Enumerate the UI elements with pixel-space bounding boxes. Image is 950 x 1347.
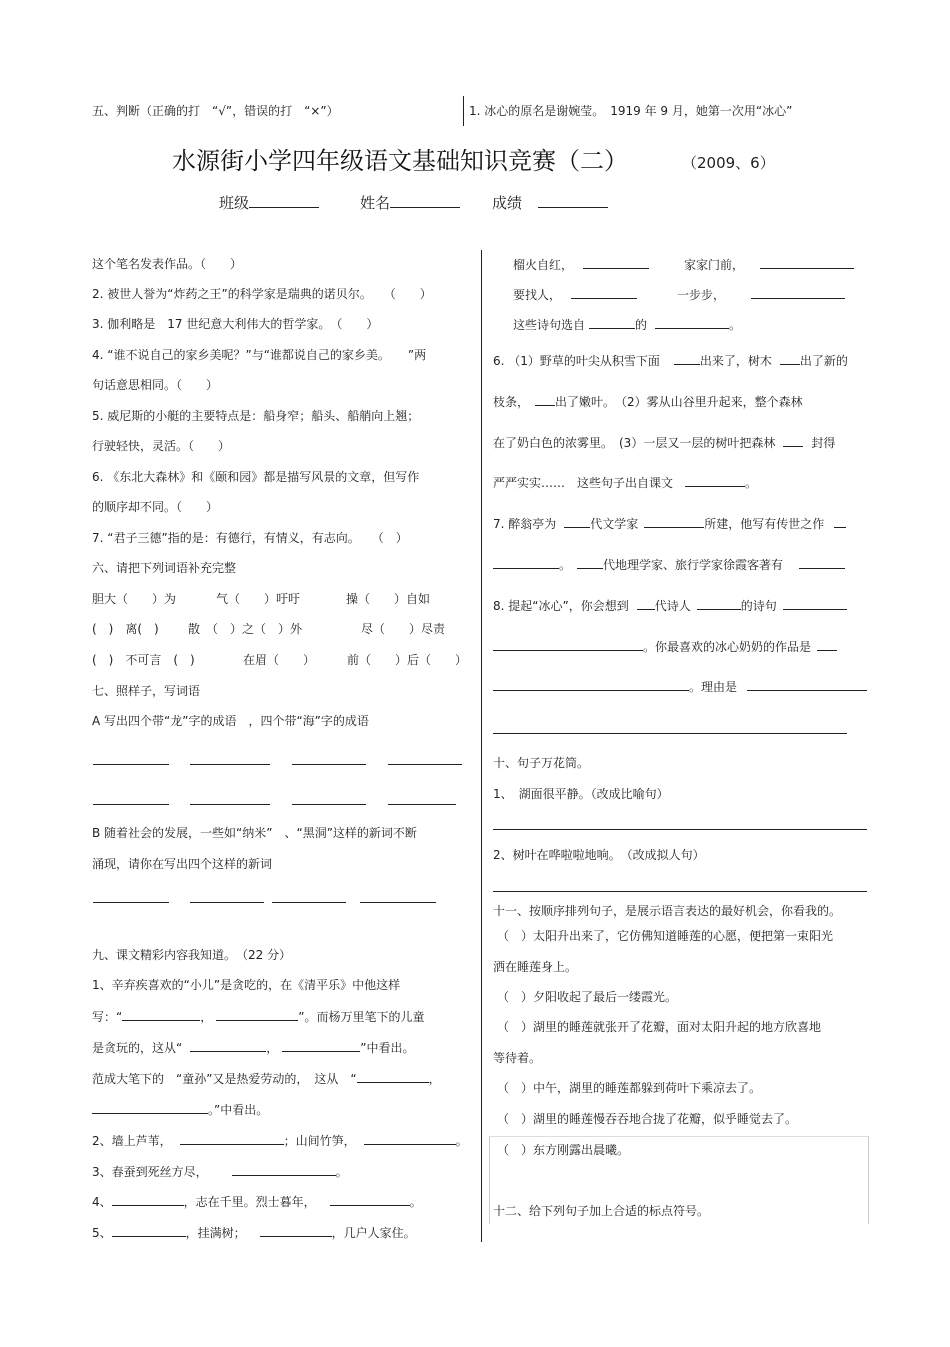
- idiom-3[interactable]: 操（ ）自如: [346, 592, 431, 606]
- poem-line-3: 要找人，: [513, 286, 637, 303]
- class-label: 班级: [219, 194, 250, 212]
- sentence-1-line1[interactable]: （ ）太阳升出来了，它仿佛知道睡莲的心愿，便把第一束阳光: [497, 929, 834, 943]
- name-label: 姓名: [360, 194, 391, 212]
- section-9-q2: 2、墙上芦苇， ；山间竹笋， 。: [92, 1134, 468, 1148]
- answer-line[interactable]: [93, 804, 169, 805]
- q8-line2: 。你最喜欢的冰心奶奶的作品是: [493, 638, 837, 655]
- answer-line[interactable]: [360, 902, 436, 903]
- box-right-border: [868, 1136, 869, 1224]
- answer-line[interactable]: [93, 902, 169, 903]
- answer-line[interactable]: [190, 764, 270, 765]
- header-divider: [463, 96, 464, 126]
- section-10-q1: 1、 湖面很平静。（改成比喻句）: [493, 787, 669, 801]
- name-blank[interactable]: [390, 195, 460, 208]
- poem-line-2: 家家门前，: [684, 256, 854, 273]
- section-7-heading: 七、照样子，写词语: [92, 684, 201, 698]
- idiom-7[interactable]: ( ) 不可言 ( ): [92, 653, 195, 667]
- judge-q5-line2: 行驶轻快，灵活。（ ）: [92, 439, 231, 453]
- class-field: [219, 193, 319, 213]
- sentence-6[interactable]: （ ）东方刚露出晨曦。: [497, 1143, 630, 1157]
- box-top-border: [489, 1136, 868, 1137]
- q6-line2: 枝条， 出了嫩叶。 （2）雾从山谷里升起来，整个森林: [493, 395, 803, 409]
- score-blank[interactable]: [538, 195, 608, 208]
- q6-line1: 6. （1）野草的叶尖从积雪下面 出来了，树木 出了新的: [493, 354, 848, 368]
- section-12-heading: 十二、给下列句子加上合适的标点符号。: [493, 1204, 710, 1218]
- answer-line[interactable]: [190, 804, 270, 805]
- section-9-heading: 九、课文精彩内容我知道。 （22 分）: [92, 948, 292, 962]
- answer-line[interactable]: [190, 902, 264, 903]
- judge-q4-line1: 4. “谁不说自己的家乡美呢？”与“谁都说自己的家乡美。 ”两: [92, 348, 427, 362]
- judge-instruction: 五、判断（正确的打 “√”，错误的打 “×”）: [92, 104, 339, 118]
- sentence-2[interactable]: （ ）夕阳收起了最后一缕霞光。: [497, 990, 678, 1004]
- idiom-9[interactable]: 前（ ）后（ ）: [347, 653, 468, 667]
- section-7-b-line1: B 随着社会的发展，一些如“纳米” 、“黑洞”这样的新词不断: [92, 826, 417, 840]
- answer-line[interactable]: [493, 891, 867, 892]
- section-9-q1-line2: 写：“ ， ”。而杨万里笔下的儿童: [92, 1010, 425, 1024]
- section-9-q1-line4: 范成大笔下的 “童孙”又是热爱劳动的， 这从 “ ，: [92, 1072, 441, 1086]
- sentence-5[interactable]: （ ）湖里的睡莲慢吞吞地合拢了花瓣，似乎睡觉去了。: [497, 1112, 798, 1126]
- answer-line[interactable]: [292, 804, 366, 805]
- idiom-4[interactable]: ( ) 离( ): [92, 622, 159, 636]
- section-9-q3: 3、春蚕到死丝方尽， 。: [92, 1165, 348, 1179]
- q8-line1: 8. 提起“冰心”，你会想到 代诗人 的诗句: [493, 597, 847, 614]
- idiom-6[interactable]: 尽（ ）尽责: [361, 622, 446, 636]
- section-10-q2: 2、树叶在哗啦啦地响。 （改成拟人句）: [493, 848, 705, 862]
- name-field: [360, 193, 460, 213]
- idiom-8[interactable]: 在眉（ ）: [243, 653, 316, 667]
- section-11-heading: 十一、按顺序排列句子，是展示语言表达的最好机会，你看我的。: [493, 904, 842, 918]
- section-7-a: A 写出四个带“龙”字的成语 ，四个带“海”字的成语: [92, 714, 369, 728]
- q6-line3: 在了奶白色的浓雾里。 (3）一层又一层的树叶把森林 封得: [493, 436, 836, 450]
- sentence-3-line2: 等待着。: [493, 1051, 542, 1065]
- section-6-heading: 六、请把下列词语补充完整: [92, 561, 237, 575]
- judge-q5-line1: 5. 威尼斯的小艇的主要特点是：船身窄；船头、船艄向上翘；: [92, 409, 420, 423]
- class-blank[interactable]: [249, 195, 319, 208]
- judge-q6-line2: 的顺序却不同。（ ）: [92, 500, 219, 514]
- judge-q7: 7. “君子三德”指的是：有德行，有情义，有志向。 （ ）: [92, 531, 408, 545]
- judge-q4-line2: 句话意思相同。（ ）: [92, 378, 219, 392]
- answer-line[interactable]: [93, 764, 169, 765]
- section-10-heading: 十、句子万花筒。: [493, 756, 590, 770]
- q8-line3: 。理由是: [493, 678, 867, 695]
- idiom-1[interactable]: 胆大（ ）为: [92, 592, 177, 606]
- idiom-5[interactable]: 散 （ ）之（ ）外: [188, 622, 303, 636]
- q7-line1: 7. 醉翁亭为 代文学家 所建，他写有传世之作: [493, 515, 846, 532]
- judge-q1-cont: 这个笔名发表作品。（ ）: [92, 257, 243, 271]
- sentence-1-line2: 洒在睡莲身上。: [493, 960, 578, 974]
- section-9-q4: 4、 ，志在千里。烈士暮年， 。: [92, 1195, 422, 1209]
- answer-line[interactable]: [388, 764, 462, 765]
- section-9-q1-line3: 是贪玩的，这从“ ， ”中看出。: [92, 1041, 415, 1055]
- page-title: 水源街小学四年级语文基础知识竞赛（二）: [172, 147, 628, 175]
- column-divider: [481, 250, 482, 1242]
- answer-line[interactable]: [493, 829, 867, 830]
- sentence-4[interactable]: （ ）中午，湖里的睡莲都躲到荷叶下乘凉去了。: [497, 1081, 762, 1095]
- section-9-q5: 5、 ，挂满树； ，几户人家住。: [92, 1226, 416, 1240]
- q7-line2: 。 代地理学家、旅行学家徐霞客著有: [493, 556, 845, 573]
- section-9-q1-line1: 1、辛弃疾喜欢的“小儿”是贪吃的，在《清平乐》中他这样: [92, 978, 401, 992]
- score-field: [492, 193, 608, 213]
- answer-line[interactable]: [272, 902, 346, 903]
- judge-q3: 3. 伽利略是 17 世纪意大利伟大的哲学家。 （ ）: [92, 317, 379, 331]
- section-9-q1-line5: 。”中看出。: [92, 1101, 268, 1118]
- sentence-3-line1[interactable]: （ ）湖里的睡莲就张开了花瓣，面对太阳升起的地方欣喜地: [497, 1020, 822, 1034]
- exam-date: （2009、6）: [682, 154, 775, 172]
- q6-line4: 严严实实…… 这些句子出自课文 。: [493, 476, 758, 490]
- answer-line[interactable]: [292, 764, 366, 765]
- score-label: 成绩: [492, 194, 523, 212]
- judge-q6-line1: 6. 《东北大森林》和《颐和园》都是描写风景的文章，但写作: [92, 470, 420, 484]
- poem-source: 这些诗句选自 的 。: [513, 318, 742, 332]
- section-7-b-line2: 涌现，请你在写出四个这样的新词: [92, 857, 273, 871]
- answer-line[interactable]: [493, 733, 847, 734]
- poem-line-1: 榴火自红，: [513, 256, 649, 273]
- poem-line-4: 一步步，: [677, 286, 845, 303]
- question-1-start: 1. 冰心的原名是谢婉莹。 1919 年 9 月，她第一次用“冰心”: [469, 104, 793, 118]
- idiom-2[interactable]: 气（ ）吁吁: [216, 592, 301, 606]
- box-left-border: [489, 1136, 490, 1224]
- judge-q2: 2. 被世人誉为“炸药之王”的科学家是瑞典的诺贝尔。 （ ）: [92, 287, 432, 301]
- answer-line[interactable]: [388, 804, 456, 805]
